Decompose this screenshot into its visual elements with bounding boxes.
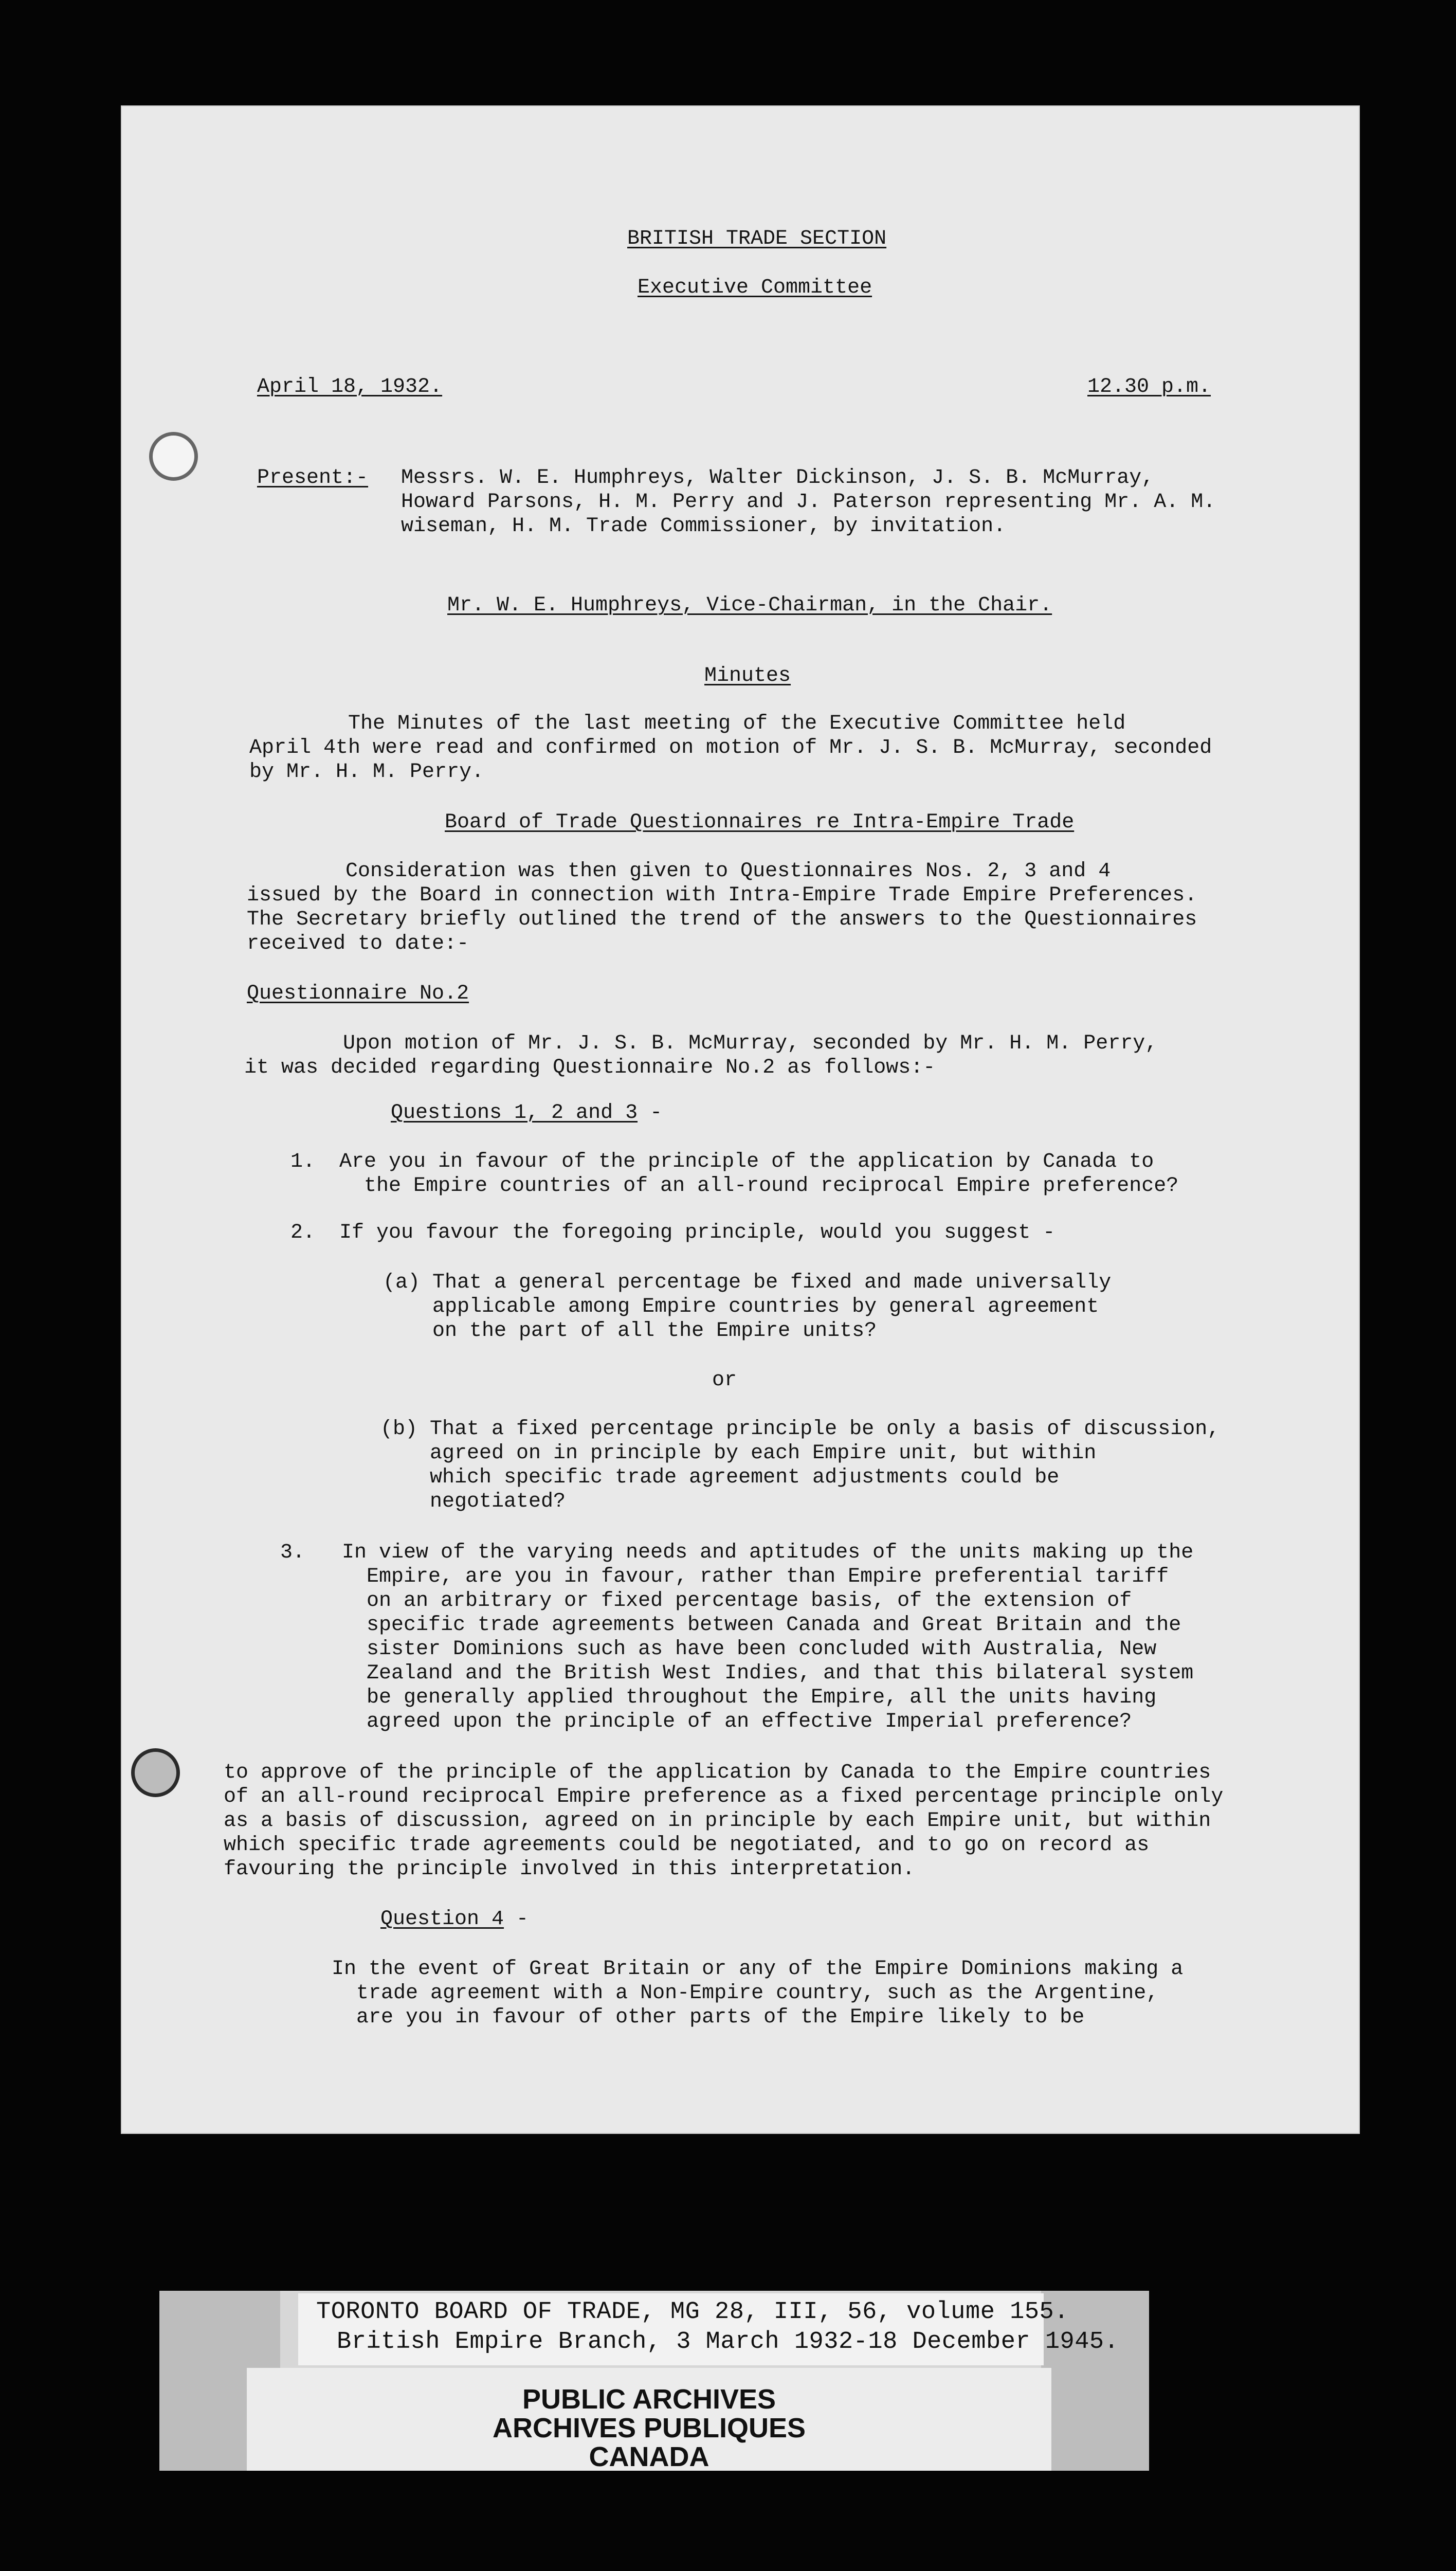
minutes-line-3: by Mr. H. M. Perry. bbox=[249, 761, 484, 784]
meeting-date: April 18, 1932. bbox=[257, 375, 443, 399]
q4-line-1: In the event of Great Britain or any of the Empire Dominions making a bbox=[332, 1958, 1184, 1981]
consideration-line-3: The Secretary briefly outlined the trend of the answers to the Questionnaires bbox=[247, 908, 1197, 931]
punch-hole-bottom bbox=[131, 1748, 180, 1797]
present-label: Present:- bbox=[257, 466, 369, 490]
q4-line-3: are you in favour of other parts of the Empire likely to be bbox=[332, 2006, 1085, 2029]
minutes-line-1: The Minutes of the last meeting of the Executive Committee held bbox=[249, 712, 1126, 735]
question4-heading-dash: - bbox=[504, 1908, 529, 1931]
questions-heading-text: Questions 1, 2 and 3 bbox=[391, 1101, 638, 1125]
archives-country: CANADA bbox=[589, 2441, 709, 2472]
consideration-line-2: issued by the Board in connection with Intra-Empire Trade Empire Preferences. bbox=[247, 884, 1197, 907]
q3-line-6: Zealand and the British West Indies, and that this bilateral system bbox=[342, 1662, 1194, 1685]
resolution-line-3: as a basis of discussion, agreed on in principle by each Empire unit, but within bbox=[224, 1809, 1211, 1833]
citation-card bbox=[298, 2293, 1119, 2365]
chair-line: Mr. W. E. Humphreys, Vice-Chairman, in the Chair. bbox=[447, 594, 1052, 617]
q2b-line-4: negotiated? bbox=[380, 1490, 566, 1513]
q3-line-4: specific trade agreements between Canada and Great Britain and the bbox=[342, 1614, 1181, 1637]
q2b-line-3: which specific trade agreement adjustments could be bbox=[380, 1466, 1060, 1489]
punch-hole-top bbox=[149, 432, 198, 481]
q3-line-1: In view of the varying needs and aptitudes of the units making up the bbox=[342, 1541, 1194, 1564]
questions-heading-dash: - bbox=[638, 1101, 663, 1125]
resolution-line-1: to approve of the principle of the application by Canada to the Empire countries bbox=[224, 1761, 1211, 1784]
q2b-line-1: (b) That a fixed percentage principle be only a basis of discussion, bbox=[380, 1418, 1220, 1441]
motion-line-2: it was decided regarding Questionnaire No.2 as follows:- bbox=[244, 1056, 936, 1079]
archives-french: ARCHIVES PUBLIQUES bbox=[492, 2413, 806, 2443]
resolution-line-4: which specific trade agreements could be negotiated, and to go on record as bbox=[224, 1834, 1150, 1857]
present-line-3: wiseman, H. M. Trade Commissioner, by invitation. bbox=[401, 515, 1006, 538]
question4-heading bbox=[380, 1907, 529, 1932]
minutes-line-2: April 4th were read and confirmed on motion of Mr. J. S. B. McMurray, seconded bbox=[249, 736, 1212, 759]
q2a-line-1: (a) That a general percentage be fixed and made universally bbox=[383, 1271, 1112, 1294]
questionnaire2-heading: Questionnaire No.2 bbox=[247, 982, 469, 1005]
q2a-line-3: on the part of all the Empire units? bbox=[383, 1319, 877, 1343]
q2b-line-2: agreed on in principle by each Empire unit, but within bbox=[380, 1442, 1097, 1465]
q3-line-7: be generally applied throughout the Empire, all the units having bbox=[342, 1686, 1157, 1709]
resolution-line-5: favouring the principle involved in this interpretation. bbox=[224, 1858, 915, 1881]
resolution-line-2: of an all-round reciprocal Empire preference as a fixed percentage principle only bbox=[224, 1785, 1224, 1808]
minutes-heading: Minutes bbox=[704, 664, 791, 687]
q1-number: 1. bbox=[290, 1150, 316, 1173]
motion-line-1: Upon motion of Mr. J. S. B. McMurray, seconded by Mr. H. M. Perry, bbox=[244, 1032, 1158, 1055]
document-body bbox=[121, 105, 1360, 2134]
q3-line-5: sister Dominions such as have been concluded with Australia, New bbox=[342, 1638, 1157, 1661]
q2a-line-2: applicable among Empire countries by general agreement bbox=[383, 1295, 1099, 1318]
committee-title: Executive Committee bbox=[638, 276, 872, 299]
q2-number: 2. bbox=[290, 1221, 316, 1244]
consideration-line-4: received to date:- bbox=[247, 932, 469, 955]
q1-line-1: Are you in favour of the principle of the application by Canada to bbox=[339, 1150, 1154, 1173]
q3-line-3: on an arbitrary or fixed percentage basis, of the extension of bbox=[342, 1589, 1132, 1613]
board-heading: Board of Trade Questionnaires re Intra-Empire Trade bbox=[445, 811, 1075, 834]
or-separator: or bbox=[712, 1369, 737, 1392]
q4-line-2: trade agreement with a Non-Empire country, such as the Argentine, bbox=[332, 1982, 1159, 2005]
present-line-2: Howard Parsons, H. M. Perry and J. Paterson representing Mr. A. M. bbox=[401, 491, 1216, 514]
consideration-line-1: Consideration was then given to Questionnaires Nos. 2, 3 and 4 bbox=[247, 860, 1111, 883]
org-title: BRITISH TRADE SECTION bbox=[627, 227, 887, 250]
meeting-time: 12.30 p.m. bbox=[1087, 375, 1211, 399]
document-page bbox=[121, 105, 1360, 2134]
q3-number: 3. bbox=[280, 1541, 305, 1564]
present-line-1: Messrs. W. E. Humphreys, Walter Dickinson, J. S. B. McMurray, bbox=[401, 466, 1154, 490]
archives-stamp bbox=[247, 2368, 1051, 2471]
q1-line-2: the Empire countries of an all-round reciprocal Empire preference? bbox=[339, 1174, 1179, 1198]
questions-heading bbox=[391, 1100, 662, 1126]
question4-heading-text: Question 4 bbox=[380, 1908, 504, 1931]
citation-line-1: TORONTO BOARD OF TRADE, MG 28, III, 56, volume 155. bbox=[316, 2298, 1069, 2326]
archives-english: PUBLIC ARCHIVES bbox=[522, 2384, 776, 2415]
q3-line-2: Empire, are you in favour, rather than Empire preferential tariff bbox=[342, 1565, 1169, 1588]
q3-line-8: agreed upon the principle of an effective Imperial preference? bbox=[342, 1710, 1132, 1733]
q2-line: If you favour the foregoing principle, would you suggest - bbox=[339, 1221, 1055, 1244]
citation-line-2: British Empire Branch, 3 March 1932-18 December 1945. bbox=[337, 2328, 1119, 2356]
archive-label bbox=[159, 2291, 1149, 2471]
